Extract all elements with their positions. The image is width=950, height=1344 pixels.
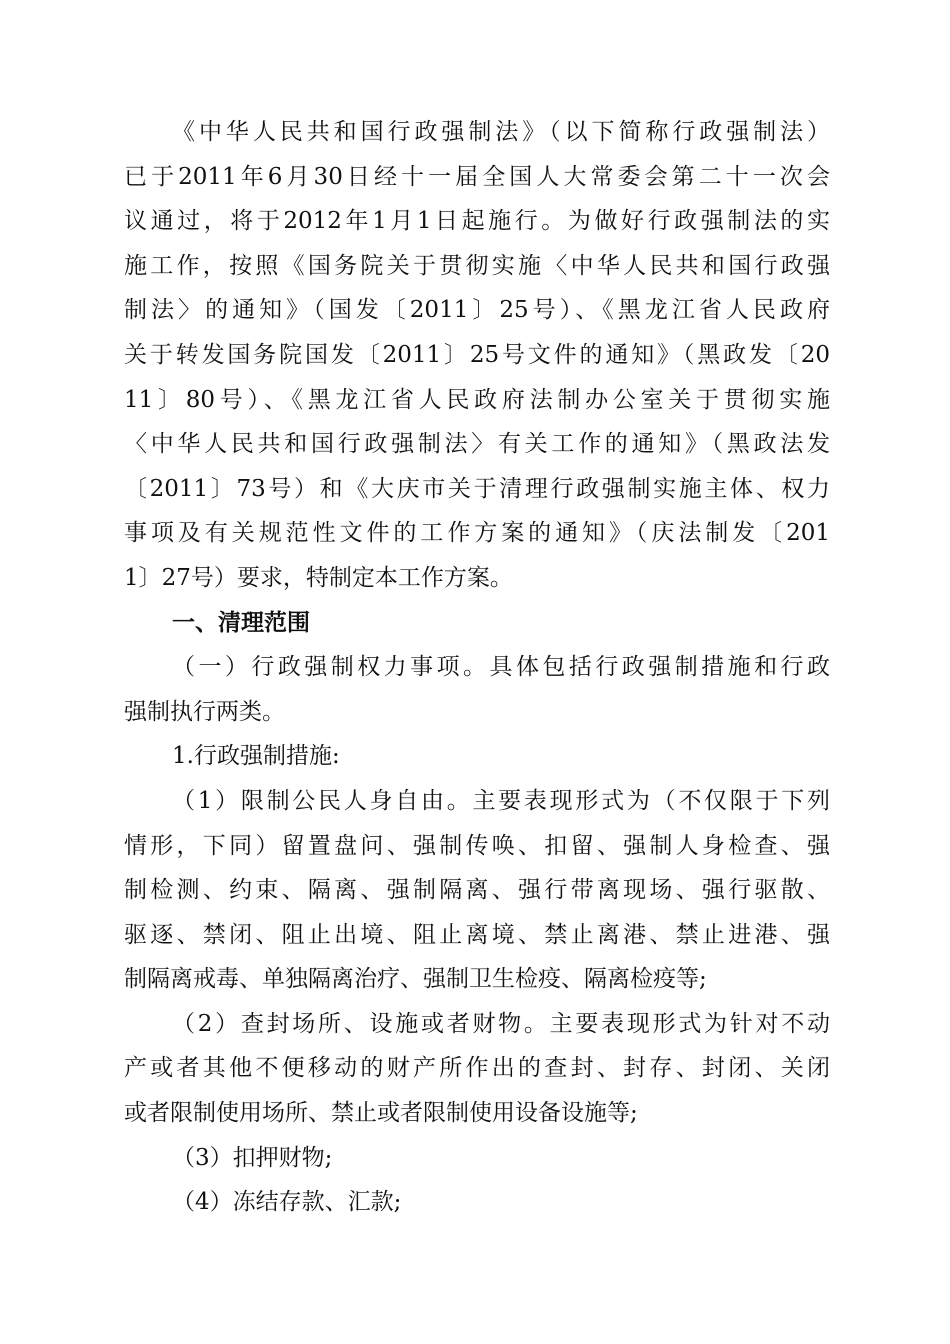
intro-line: 〈中华人民共和国行政强制法〉有关工作的通知》（黑政法发: [124, 431, 830, 458]
intro-line: 制法〉的通知》（国发〔2011〕25号）、《黑龙江省人民政府: [124, 297, 830, 324]
intro-line: 议通过，将于2012年1月1日起施行。为做好行政强制法的实: [124, 208, 830, 235]
intro-line: 施工作，按照《国务院关于贯彻实施〈中华人民共和国行政强: [124, 252, 830, 279]
intro-line: 〔2011〕73号）和《大庆市关于清理行政强制实施主体、权力: [124, 475, 830, 502]
measure-4-line: （4）冻结存款、汇款;: [172, 1189, 402, 1216]
item-1-line: （一）行政强制权力事项。具体包括行政强制措施和行政: [172, 654, 830, 681]
intro-paragraph: [124, 110, 830, 601]
measure-2-line: 或者限制使用场所、禁止或者限制使用设备设施等;: [124, 1100, 638, 1127]
measure-1-line: 制检测、约束、隔离、强制隔离、强行带离现场、强行驱散、: [124, 877, 830, 904]
measure-2-paragraph: [124, 1002, 830, 1136]
intro-line: 关于转发国务院国发〔2011〕25号文件的通知》（黑政发〔20: [124, 341, 830, 368]
intro-line: 11〕80号）、《黑龙江省人民政府法制办公室关于贯彻实施: [124, 386, 830, 413]
intro-line: 已于2011年6月30日经十一届全国人大常委会第二十一次会: [124, 163, 830, 190]
intro-line: 事项及有关规范性文件的工作方案的通知》（庆法制发〔201: [124, 520, 830, 547]
measure-1-paragraph: [124, 779, 830, 1002]
measure-1-line: 制隔离戒毒、单独隔离治疗、强制卫生检疫、隔离检疫等;: [124, 966, 707, 993]
sub-heading-measures: 1.行政强制措施:: [172, 743, 340, 770]
intro-line: 1〕27号）要求，特制定本工作方案。: [124, 564, 513, 591]
measure-3-line: （3）扣押财物;: [172, 1144, 333, 1171]
item-1-line: 强制执行两类。: [124, 698, 285, 725]
measure-1-line: 情形，下同）留置盘问、强制传唤、扣留、强制人身检查、强: [124, 832, 830, 859]
measure-2-line: （2）查封场所、设施或者财物。主要表现形式为针对不动: [172, 1010, 830, 1037]
measure-2-line: 产或者其他不便移动的财产所作出的查封、封存、封闭、关闭: [124, 1055, 830, 1082]
item-1-paragraph: [124, 645, 830, 734]
section-heading-scope: 一、清理范围: [172, 609, 310, 636]
document-body: [124, 110, 830, 1225]
measure-1-line: （1）限制公民人身自由。主要表现形式为（不仅限于下列: [172, 787, 830, 814]
intro-line: 《中华人民共和国行政强制法》（以下简称行政强制法）: [172, 119, 830, 145]
measure-1-line: 驱逐、禁闭、阻止出境、阻止离境、禁止离港、禁止进港、强: [124, 921, 830, 948]
